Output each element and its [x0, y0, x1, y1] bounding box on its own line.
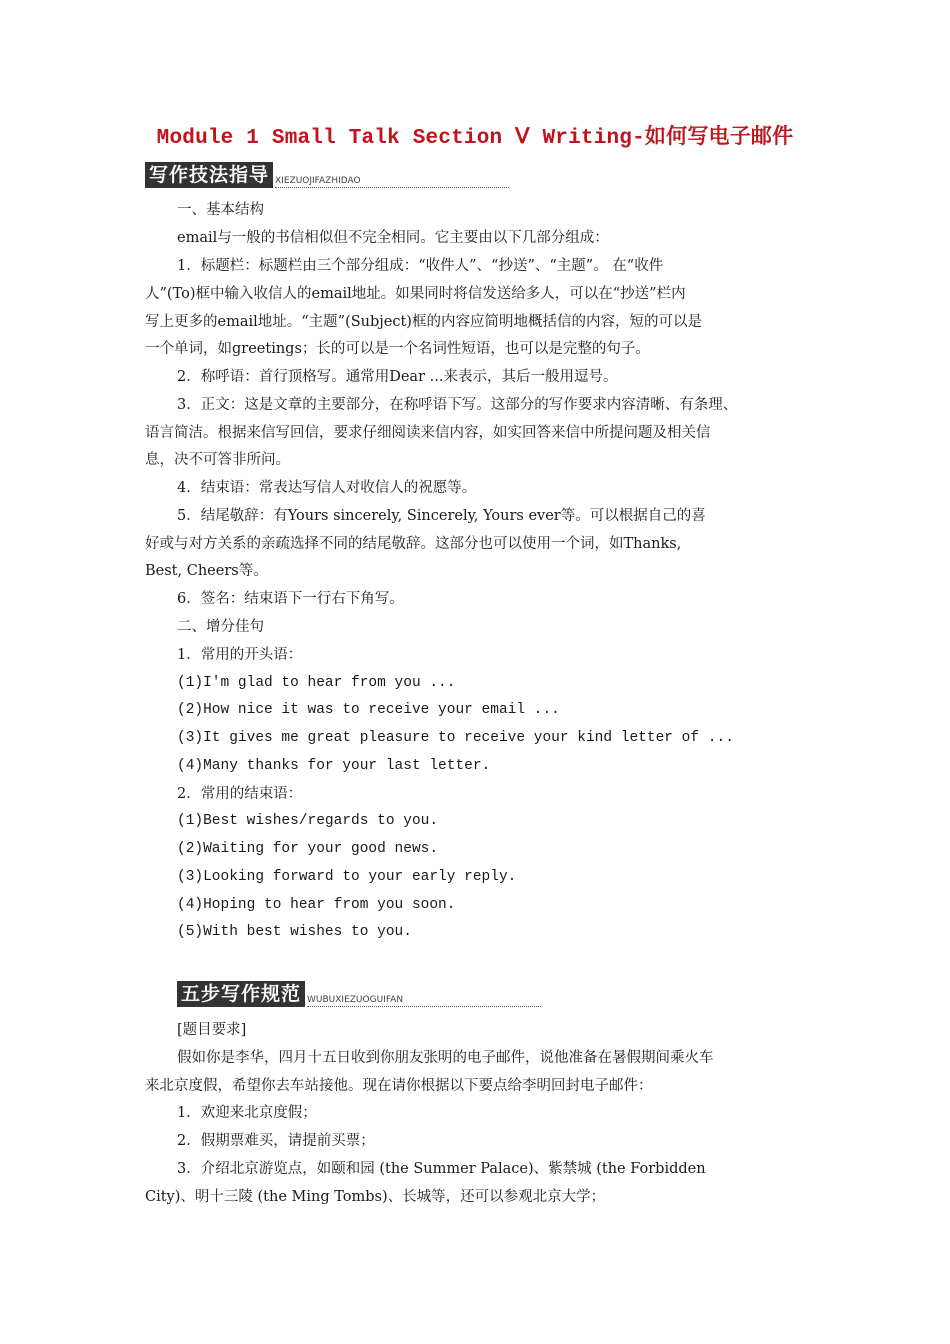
text-line: (3)It gives me great pleasure to receive your kind letter of ... [177, 730, 734, 746]
section-heading: 五步写作规范 [177, 981, 305, 1007]
text-line: (3)Looking forward to your early reply. [177, 869, 517, 885]
text-line: 息，决不可答非所问。 [145, 452, 290, 468]
text-line: 1．常用的开头语： [177, 647, 303, 663]
text-line: 人”(To)框中输入收信人的email地址。如果同时将信发送给多人，可以在“抄送”栏内 [145, 286, 686, 302]
section-pinyin: XIEZUOJIFAZHIDAO [275, 175, 509, 188]
text-line: 5．结尾敬辞：有Yours sincerely, Sincerely, Yours ever等。可以根据自己的喜 [177, 508, 706, 524]
section-banner-writing-skills [145, 162, 509, 188]
section-pinyin: WUBUXIEZUOGUIFAN [307, 994, 541, 1007]
text-line: 二、增分佳句 [177, 619, 264, 635]
text-line: City)、明十三陵 (the Ming Tombs)、长城等，还可以参观北京大学； [145, 1189, 606, 1205]
text-line: 一、基本结构 [177, 202, 264, 218]
text-line: 来北京度假，希望你去车站接他。现在请你根据以下要点给李明回封电子邮件： [145, 1078, 653, 1094]
text-line: Best, Cheers等。 [145, 563, 268, 579]
section-banner-five-steps [177, 981, 541, 1007]
text-line: 6．签名：结束语下一行右下角写。 [177, 591, 404, 607]
text-line: (4)Many thanks for your last letter. [177, 758, 491, 774]
text-line: email与一般的书信相似但不完全相同。它主要由以下几部分组成： [177, 230, 609, 246]
text-line: 2．常用的结束语： [177, 786, 303, 802]
text-line: 假如你是李华，四月十五日收到你朋友张明的电子邮件，说他准备在暑假期间乘火车 [177, 1050, 714, 1066]
text-line: (4)Hoping to hear from you soon. [177, 897, 456, 913]
text-line: 3．正文：这是文章的主要部分，在称呼语下写。这部分的写作要求内容清晰、有条理、 [177, 397, 738, 413]
text-line: 写上更多的email地址。“主题”(Subject)框的内容应简明地概括信的内容，短的可以是 [145, 314, 702, 330]
text-line: 4．结束语：常表达写信人对收信人的祝愿等。 [177, 480, 477, 496]
text-line: 好或与对方关系的亲疏选择不同的结尾敬辞。这部分也可以使用一个词，如Thanks, [145, 536, 682, 552]
text-line: (5)With best wishes to you. [177, 924, 412, 940]
text-line: 语言简洁。根据来信写回信，要求仔细阅读来信内容，如实回答来信中所提问题及相关信 [145, 425, 711, 441]
text-line: 3．介绍北京游览点，如颐和园 (the Summer Palace)、紫禁城 (the Forbidden [177, 1161, 706, 1177]
text-line: (1)I'm glad to hear from you ... [177, 675, 456, 691]
text-line: 2．称呼语：首行顶格写。通常用Dear ...来表示，其后一般用逗号。 [177, 369, 618, 385]
page-title: Module 1 Small Talk Section Ⅴ Writing-如何写电子邮件 [156, 127, 794, 150]
text-line: (2)Waiting for your good news. [177, 841, 439, 857]
text-line: 2．假期票难买，请提前买票； [177, 1133, 375, 1149]
text-line: 1．标题栏：标题栏由三个部分组成：“收件人”、“抄送”、“主题”。 在“收件 [177, 258, 664, 274]
text-line: 1．欢迎来北京度假； [177, 1105, 317, 1121]
text-line: 一个单词，如greetings；长的可以是一个名词性短语，也可以是完整的句子。 [145, 341, 650, 357]
section-heading: 写作技法指导 [145, 162, 273, 188]
text-line: (2)How nice it was to receive your email ... [177, 702, 560, 718]
text-line: [题目要求] [177, 1022, 247, 1038]
text-line: (1)Best wishes/regards to you. [177, 813, 439, 829]
